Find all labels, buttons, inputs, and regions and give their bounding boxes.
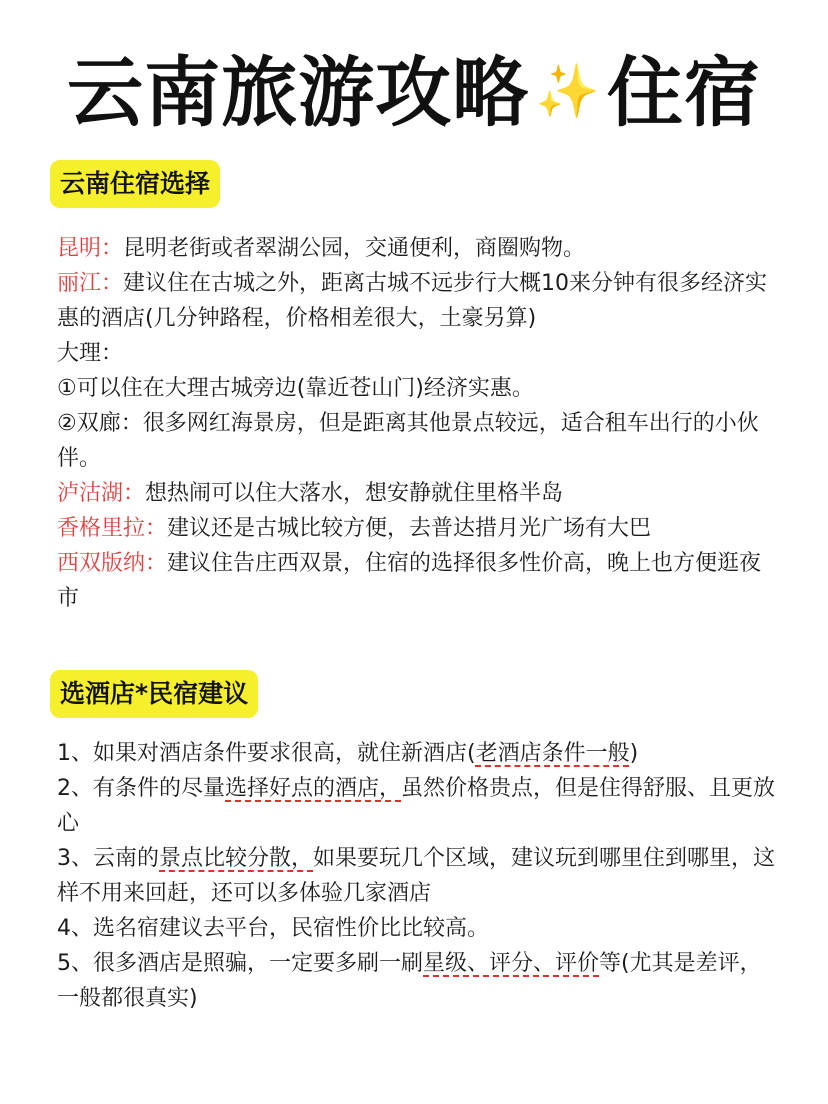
item-text: ②双廊：很多网红海景房，但是距离其他景点较远，适合租车出行的小伙伴。 [57,411,759,471]
tip-text: 1、如果对酒店条件要求很高，就住新酒店( [57,741,476,766]
tip-text: 5、很多酒店是照骗，一定要多刷一刷 [57,951,423,976]
tip-text: 3、云南的 [57,846,159,871]
list-item [57,231,777,266]
section-heading-lodging: 云南住宿选择 [50,160,220,208]
city-label: 泸沽湖： [57,481,146,506]
city-label-plain: 大理： [57,341,124,366]
item-text: 想热闹可以住大落水，想安静就住里格半岛 [145,481,564,506]
item-text: ①可以住在大理古城旁边(靠近苍山门)经济实惠。 [57,376,534,401]
city-label: 西双版纳： [57,551,168,576]
item-text: 建议还是古城比较方便，去普达措月光广场有大巴 [167,516,652,541]
title-sub: 住宿 [606,48,761,137]
tip-text: 如果要玩几个区域，建议玩到哪里住到哪里，这样不用来回赶，还可以多体验几家酒店 [57,846,776,906]
list-item [57,371,777,406]
lodging-list [57,231,777,616]
tip-underline: 星级、评分、评价 [423,951,600,976]
city-label: 昆明： [57,236,124,261]
list-item [57,476,777,511]
tip-text: 4、选名宿建议去平台，民宿性价比比较高。 [57,916,489,941]
list-item [57,546,777,616]
tip-underline: 景点比较分散， [159,846,314,871]
page-title [0,48,828,143]
list-item [57,406,777,476]
tip-text: ) [629,741,639,766]
tip-underline: 选择好点的酒店， [225,776,402,801]
tip-text: 2、有条件的尽量 [57,776,225,801]
city-label: 丽江： [57,271,124,296]
item-text: 建议住告庄西双景，住宿的选择很多性价高，晚上也方便逛夜市 [57,551,762,611]
list-item [57,336,777,371]
item-text: 昆明老街或者翠湖公园，交通便利，商圈购物。 [123,236,586,261]
tip-underline: 老酒店条件一般 [475,741,630,766]
list-item [57,511,777,546]
title-main: 云南旅游攻略 [67,48,530,137]
tip-item [57,771,777,841]
tip-item [57,946,777,1016]
section-heading-hotel-tips: 选酒店*民宿建议 [50,670,258,718]
tip-text: 虽然价格贵点，但是住得舒服、且更放心 [57,776,776,836]
sparkle-icon: ✨ [535,62,601,122]
tip-item [57,841,777,911]
item-text: 建议住在古城之外，距离古城不远步行大概10来分钟有很多经济实惠的酒店(几分钟路程，价格相差很大，土豪另算) [57,271,768,331]
hotel-tips-list [57,736,777,1016]
list-item [57,266,777,336]
city-label: 香格里拉： [57,516,168,541]
tip-text: 等(尤其是差评，一般都很真实) [57,951,762,1011]
tip-item [57,736,777,771]
tip-item [57,911,777,946]
